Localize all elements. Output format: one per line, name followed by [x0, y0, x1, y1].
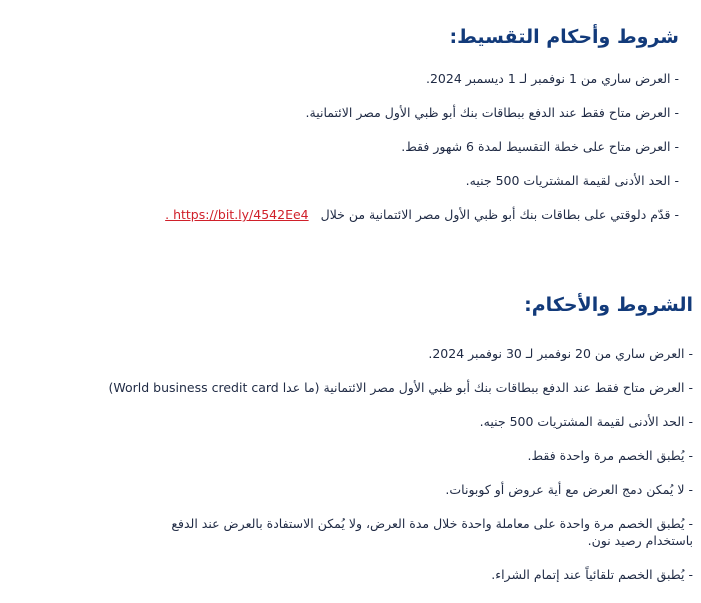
apply-list-item [19, 206, 679, 223]
list-item: - يُطبق الخصم تلقائياً عند إتمام الشراء. [491, 567, 693, 582]
list-item: - العرض متاح على خطة التقسيط لمدة 6 شهور فقط. [401, 139, 679, 154]
installment-terms-section [19, 22, 679, 240]
list-item: - العرض متاح فقط عند الدفع ببطاقات بنك أبو ظبي الأول مصر الائتمانية. [305, 105, 679, 120]
terms-list [18, 345, 693, 583]
terms-section [18, 290, 693, 600]
apply-link[interactable]: . https://bit.ly/4542Ee4 [165, 207, 309, 222]
apply-text: - قدّم دلوقتي على بطاقات بنك أبو ظبي الأول مصر الائتمانية من خلال [320, 207, 679, 222]
list-item: - الحد الأدنى لقيمة المشتريات 500 جنيه. [465, 173, 679, 188]
list-item: - يُطبق الخصم مرة واحدة على معاملة واحدة خلال مدة العرض، ولا يُمكن الاستفادة بالعرض عند الدفع باستخدام رصيد نون. [171, 516, 693, 548]
list-item: - يُطبق الخصم مرة واحدة فقط. [527, 448, 693, 463]
installment-terms-title: شروط وأحكام التقسيط: [449, 26, 679, 48]
list-item: - لا يُمكن دمج العرض مع أية عروض أو كوبونات. [445, 482, 693, 497]
list-item: - العرض ساري من 20 نوفمبر لـ 30 نوفمبر 2024. [428, 346, 693, 361]
installment-terms-list [19, 70, 679, 223]
terms-title: الشروط والأحكام: [524, 294, 693, 316]
list-item: - الحد الأدنى لقيمة المشتريات 500 جنيه. [479, 414, 693, 429]
list-item: - العرض متاح فقط عند الدفع ببطاقات بنك أبو ظبي الأول مصر الائتمانية (ما عدا World business credit card) [108, 380, 693, 395]
list-item: - العرض ساري من 1 نوفمبر لـ 1 ديسمبر 2024. [426, 71, 679, 86]
